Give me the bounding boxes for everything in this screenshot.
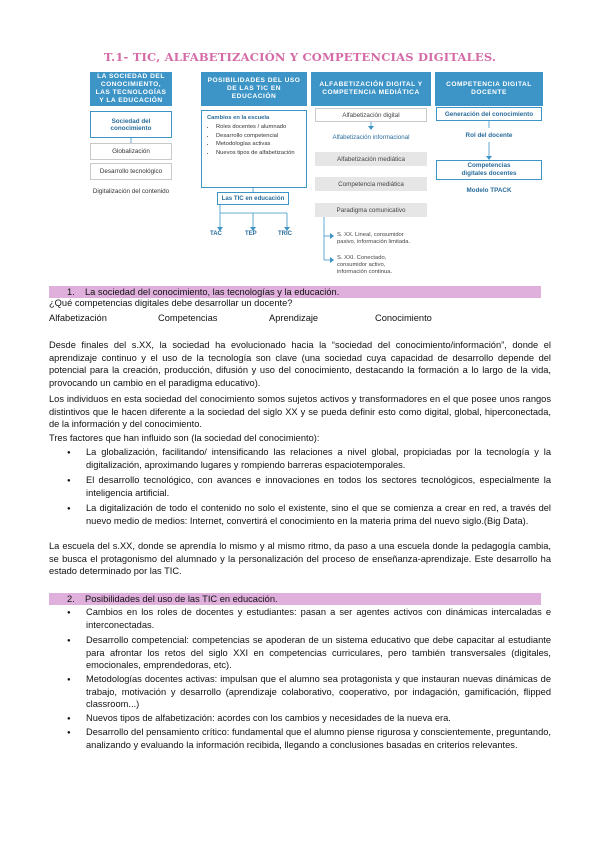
section-title: La sociedad del conocimiento, las tecnologías y la educación.: [85, 287, 340, 297]
box-digitalizacion: Digitalización del contenido: [90, 183, 172, 200]
label-tep: TEP: [245, 231, 257, 237]
text-alfabetizacion-informacional: Alfabetización informacional: [332, 134, 410, 141]
note-line: consumidor activo,: [337, 262, 386, 268]
list-item: • Metodologías activas: [216, 140, 301, 149]
box-competencias-digitales-docentes: Competencias digitales docentes: [436, 160, 542, 180]
paragraph: Desde finales del s.XX, la sociedad ha evolucionado hacia la “sociedad del conocimiento/información”, donde el aprendizaje continuo y el uso de la tecnología son clave (una sociedad cuya capacidad de desarrollo depende del potencial para la creación, producción, difusión y uso del conocimiento, destacando la formación a lo largo de la vida, provocando un cambio en el paradigma educativo).: [49, 340, 551, 388]
box-modelo-tpack: Modelo TPACK: [436, 183, 542, 197]
list-item: ● La globalización, facilitando/ intensificando las relaciones a nivel global, propiciadas por la tecnología y la digitalización, aproximando lugares y rompiendo barreras espaciotemporales.: [86, 446, 551, 471]
list-item: ● Desarrollo competencial: competencias se apoderan de un sistema educativo que debe capacitar al estudiante para afrontar los retos del siglo XXI en competencias curriculares, pero también transversales (digitales, emocionales, emprendedoras, etc).: [86, 634, 551, 672]
paragraph: La escuela del s.XX, donde se aprendía lo mismo y al mismo ritmo, da paso a una escuela donde la pedagogía cambia, se busca el protagonismo del alumnado y la personalización del proceso de enseñanza-aprendizaje. Este desarrollo ha estado determinado por las TIC.: [49, 541, 551, 577]
page-title: T.1- TIC, ALFABETIZACIÓN Y COMPETENCIAS DIGITALES.: [103, 50, 497, 64]
note-line: información continua.: [337, 269, 393, 275]
note-line: S. XX. Lineal, consumidor: [337, 232, 404, 238]
header-competencia: COMPETENCIA DIGITAL DOCENTE: [435, 72, 543, 106]
box-paradigma-comunicativo: Paradigma comunicativo: [315, 203, 427, 217]
list-item: • Nuevos tipos de alfabetización: [216, 149, 301, 158]
panel-heading: Cambios en la escuela: [207, 115, 270, 121]
list-item: ● Cambios en los roles de docentes y estudiantes: pasan a ser agentes activos con dinámicas intercaladas e interconectadas.: [86, 606, 551, 631]
box-alfabetizacion-digital: Alfabetización digital: [315, 108, 427, 122]
list-item: • Desarrollo competencial: [216, 132, 301, 141]
box-alfabetizacion-mediatica: Alfabetización mediática: [315, 152, 427, 166]
question: ¿Qué competencias digitales debe desarrollar un docente?: [49, 298, 293, 308]
header-posibilidades: POSIBILIDADES DEL USO DE LAS TIC EN EDUCACIÓN: [201, 72, 307, 106]
list-item: ● El desarrollo tecnológico, con avances e innovaciones en todos los sectores tecnológicos, especialmente la inteligencia artificial.: [86, 474, 551, 499]
note-line: pasivo, información limitada.: [337, 239, 411, 245]
header-alfabetizacion: ALFABETIZACIÓN DIGITAL Y COMPETENCIA MEDIÁTICA: [311, 72, 431, 106]
keyword: Competencias: [158, 313, 218, 323]
list-item: ● Nuevos tipos de alfabetización: acordes con los cambios y necesidades de la nueva era.: [86, 712, 551, 725]
box-tic-educacion: Las TIC en educación: [217, 192, 289, 205]
label-tric: TRIC: [278, 231, 292, 237]
box-generacion-conocimiento: Generación del conocimiento: [436, 107, 542, 121]
concept-diagram: [0, 0, 600, 290]
header-sociedad: LA SOCIEDAD DEL CONOCIMIENTO, LAS TECNOLOGÍAS Y LA EDUCACIÓN: [90, 72, 172, 106]
keyword: Conocimiento: [375, 313, 432, 323]
list-item: ● Desarrollo del pensamiento crítico: fundamental que el alumno piense rigurosa y conscientemente, preguntando, analizando y evaluando la información recibida, llegando a conclusiones basadas en criterios relevantes.: [86, 726, 551, 751]
list-item: ● Metodologías docentes activas: impulsan que el alumno sea protagonista y que instauran nuevas dinámicas de trabajo, motivación y desarrollo (aprendizaje colaborativo, cooperativo, por indagación, gamificación, flipped classroom...): [86, 673, 551, 711]
list-item: • Roles docentes / alumnado: [216, 123, 301, 132]
box-desarrollo-tecnologico: Desarrollo tecnológico: [90, 163, 172, 180]
panel-cambios-escuela: [201, 110, 307, 188]
box-rol-docente: Rol del docente: [436, 128, 542, 142]
keyword: Aprendizaje: [269, 313, 319, 323]
section-title: Posibilidades del uso de las TIC en educación.: [85, 594, 278, 604]
paragraph: Los individuos en esta sociedad del conocimiento somos sujetos activos y transformadores en el que posee unos rangos distintivos que le hacen diferente a la sociedad del siglo XX y se pueda definir esto como digital, global, hiperconectada, de la información y del conocimiento.: [49, 394, 551, 430]
note-line: S. XXI. Conectado,: [337, 255, 387, 261]
box-competencia-mediatica: Competencia mediática: [315, 177, 427, 191]
section-number: 2.: [67, 594, 75, 604]
section-number: 1.: [67, 287, 75, 297]
note-sxxi: [337, 255, 392, 276]
label-tac: TAC: [210, 231, 222, 237]
section-heading-2: [49, 593, 541, 605]
box-globalizacion: Globalización: [90, 143, 172, 160]
note-sxx: [337, 232, 410, 246]
list-item: ● La digitalización de todo el contenido no solo el existente, sino el que se comienza a crear en red, a través del nuevo medio de medios: Internet, convertirá el conocimiento en la materia prima del nuevo siglo.(Big Data).: [86, 502, 551, 527]
section-heading-1: [49, 286, 541, 298]
paragraph: Tres factores que han influido son (la sociedad del conocimiento):: [49, 433, 320, 443]
box-sociedad-conocimiento: Sociedad del conocimiento: [90, 111, 172, 138]
keyword: Alfabetización: [49, 313, 107, 323]
